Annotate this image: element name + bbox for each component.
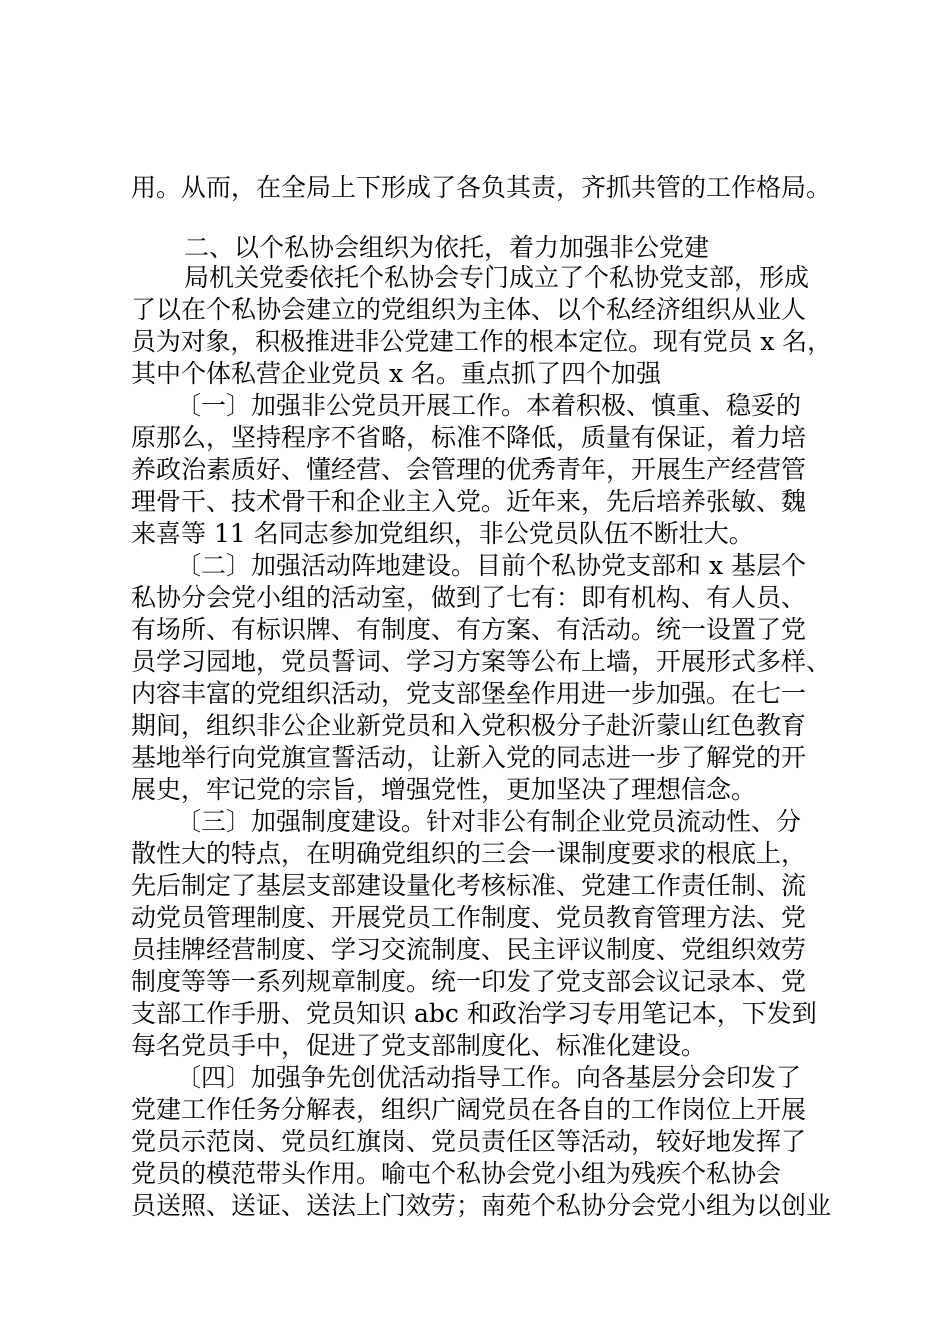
text-line: 员学习园地，党员誓词、学习方案等公布上墙，开展形式多样、 [131,647,832,676]
text-line: 员送照、送证、送法上门效劳；南苑个私协分会党小组为以创业 [131,1191,832,1220]
text-line: 先后制定了基层支部建设量化考核标准、党建工作责任制、流 [131,871,807,900]
text-line: 用。从而，在全局上下形成了各负其责，齐抓共管的工作格局。 [131,173,832,202]
text-line: 每名党员手中，促进了党支部制度化、标准化建设。 [131,1031,707,1060]
text-line: 来喜等 11 名同志参加党组织，非公党员队伍不断壮大。 [131,519,754,548]
text-line: 党建工作任务分解表，组织广阔党员在各自的工作岗位上开展 [131,1095,807,1124]
text-line: 有场所、有标识牌、有制度、有方案、有活动。统一设置了党 [131,615,807,644]
text-line: 散性大的特点，在明确党组织的三会一课制度要求的根底上， [131,839,807,868]
text-line: 了以在个私协会建立的党组织为主体、以个私经济组织从业人 [131,295,807,324]
text-line: 员挂牌经营制度、学习交流制度、民主评议制度、党组织效劳 [131,935,807,964]
text-line: 局机关党委依托个私协会专门成立了个私协党支部，形成 [184,263,810,292]
text-line: 〔四〕加强争先创优活动指导工作。向各基层分会印发了 [176,1063,802,1092]
text-line: 动党员管理制度、开展党员工作制度、党员教育管理方法、党 [131,903,807,932]
text-line: 私协分会党小组的活动室，做到了七有：即有机构、有人员、 [131,583,807,612]
text-line: 期间，组织非公企业新党员和入党积极分子赴沂蒙山红色教育 [131,711,807,740]
text-line: 原那么，坚持程序不省略，标准不降低，质量有保证，着力培 [131,423,807,452]
text-line: 制度等等一系列规章制度。统一印发了党支部会议记录本、党 [131,967,807,996]
section-heading: 二、以个私协会组织为依托，着力加强非公党建 [184,233,710,262]
text-line: 其中个体私营企业党员 x 名。重点抓了四个加强 [131,359,661,388]
text-line: 理骨干、技术骨干和企业主入党。近年来，先后培养张敏、魏 [131,487,807,516]
text-line: 〔一〕加强非公党员开展工作。本着积极、慎重、稳妥的 [176,391,802,420]
text-line: 员为对象，积极推进非公党建工作的根本定位。现有党员 x 名， [131,327,832,356]
text-line: 党员示范岗、党员红旗岗、党员责任区等活动，较好地发挥了 [131,1127,807,1156]
text-line: 养政治素质好、懂经营、会管理的优秀青年，开展生产经营管 [131,455,807,484]
text-line: 〔二〕加强活动阵地建设。目前个私协党支部和 x 基层个 [176,551,806,580]
text-line: 党员的模范带头作用。喻屯个私协会党小组为残疾个私协会 [131,1159,782,1188]
text-line: 〔三〕加强制度建设。针对非公有制企业党员流动性、分 [176,807,802,836]
text-line: 内容丰富的党组织活动，党支部堡垒作用进一步加强。在七一 [131,679,807,708]
text-line: 基地举行向党旗宣誓活动，让新入党的同志进一步了解党的开 [131,743,807,772]
text-line: 展史，牢记党的宗旨，增强党性，更加坚决了理想信念。 [131,775,757,804]
text-line: 支部工作手册、党员知识 abc 和政治学习专用笔记本，下发到 [131,999,817,1028]
